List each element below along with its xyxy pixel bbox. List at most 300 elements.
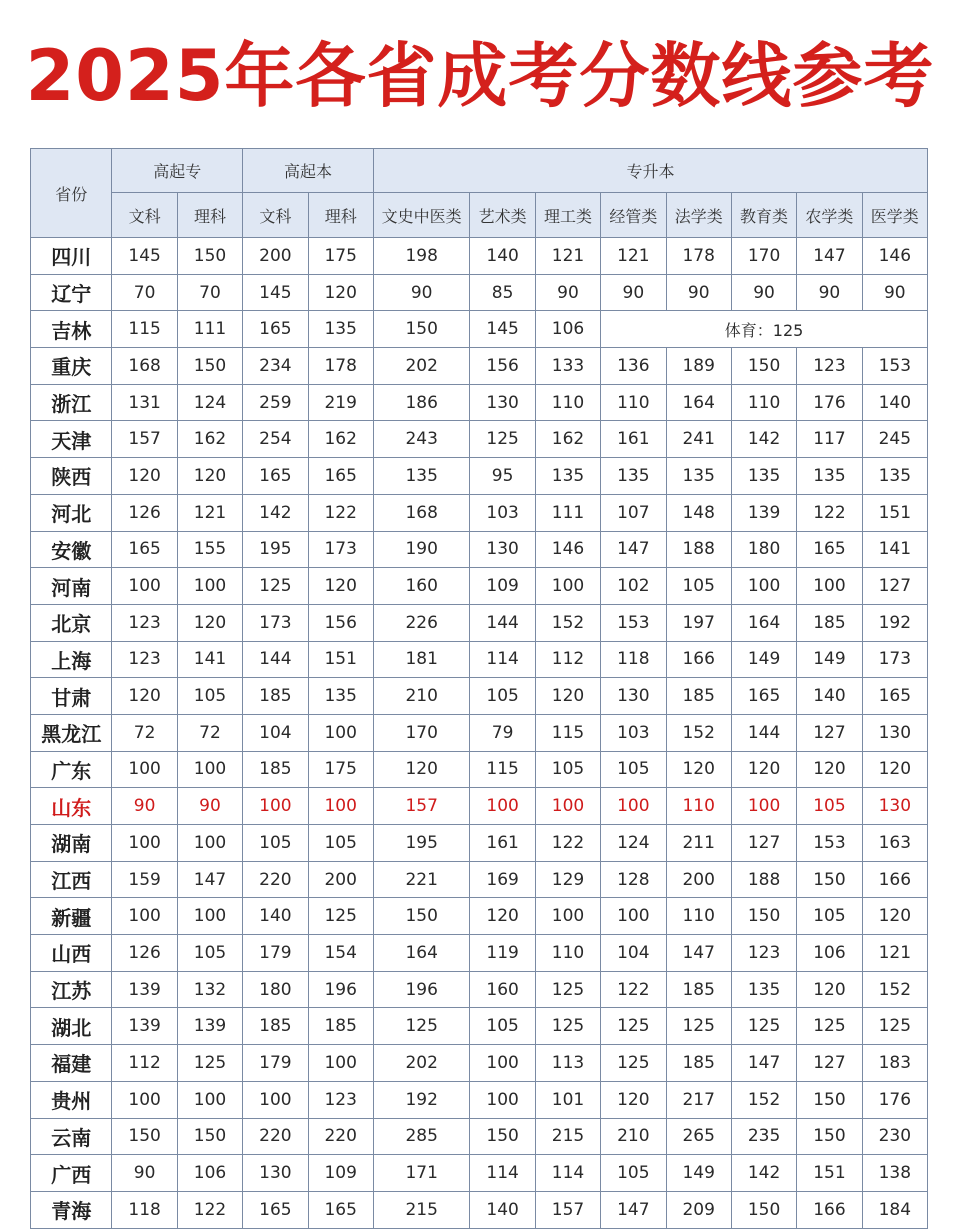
score-cell: 221	[373, 861, 470, 898]
score-cell: 135	[731, 458, 796, 495]
score-cell: 100	[535, 788, 600, 825]
score-cell: 184	[862, 1191, 927, 1228]
score-cell: 100	[731, 788, 796, 825]
score-cell: 188	[731, 861, 796, 898]
score-cell: 188	[666, 531, 731, 568]
score-cell: 157	[535, 1191, 600, 1228]
score-cell: 107	[601, 494, 666, 531]
score-cell: 72	[177, 714, 242, 751]
score-cell: 125	[731, 1008, 796, 1045]
score-cell: 105	[470, 678, 535, 715]
score-cell: 185	[666, 1045, 731, 1082]
score-cell: 126	[112, 494, 177, 531]
score-cell: 189	[666, 348, 731, 385]
score-cell: 100	[470, 1045, 535, 1082]
province-cell: 北京	[31, 604, 112, 641]
score-cell: 125	[666, 1008, 731, 1045]
score-cell: 161	[470, 825, 535, 862]
score-cell: 164	[666, 384, 731, 421]
table-row	[31, 751, 928, 788]
score-cell: 118	[112, 1191, 177, 1228]
score-cell: 161	[601, 421, 666, 458]
score-cell: 140	[862, 384, 927, 421]
province-cell: 河北	[31, 494, 112, 531]
score-cell: 132	[177, 971, 242, 1008]
header-row-subjects	[31, 193, 928, 238]
score-cell: 120	[177, 458, 242, 495]
score-cell: 100	[177, 751, 242, 788]
score-cell: 90	[666, 274, 731, 311]
score-cell: 100	[308, 714, 373, 751]
score-cell: 150	[177, 238, 242, 275]
score-cell: 154	[308, 935, 373, 972]
header-subject: 文史中医类	[373, 193, 470, 238]
score-cell: 151	[308, 641, 373, 678]
score-cell: 100	[112, 568, 177, 605]
note-cell: 体育：125	[601, 311, 928, 348]
score-cell: 125	[373, 1008, 470, 1045]
score-cell: 202	[373, 1045, 470, 1082]
score-cell: 130	[470, 384, 535, 421]
header-row-groups	[31, 149, 928, 193]
score-cell: 200	[308, 861, 373, 898]
score-cell: 168	[112, 348, 177, 385]
score-cell: 185	[797, 604, 862, 641]
score-cell: 110	[666, 788, 731, 825]
province-cell: 江西	[31, 861, 112, 898]
score-cell: 192	[373, 1081, 470, 1118]
score-cell: 110	[666, 898, 731, 935]
score-cell: 135	[535, 458, 600, 495]
header-province: 省份	[31, 149, 112, 238]
score-cell: 100	[470, 788, 535, 825]
score-cell: 127	[797, 714, 862, 751]
score-cell: 120	[308, 568, 373, 605]
score-cell: 106	[177, 1155, 242, 1192]
score-cell: 103	[470, 494, 535, 531]
score-cell: 120	[731, 751, 796, 788]
score-cell: 117	[797, 421, 862, 458]
score-cell: 159	[112, 861, 177, 898]
score-cell: 105	[666, 568, 731, 605]
score-cell: 103	[601, 714, 666, 751]
score-cell: 135	[308, 678, 373, 715]
score-cell: 245	[862, 421, 927, 458]
header-subject: 文科	[243, 193, 308, 238]
page-title: 2025年各省成考分数线参考	[25, 35, 935, 117]
score-cell: 185	[243, 751, 308, 788]
score-cell: 125	[308, 898, 373, 935]
header-subject: 教育类	[731, 193, 796, 238]
table-row	[31, 384, 928, 421]
header-subject: 艺术类	[470, 193, 535, 238]
score-cell: 160	[470, 971, 535, 1008]
score-cell: 127	[862, 568, 927, 605]
score-cell: 72	[112, 714, 177, 751]
score-cell: 101	[535, 1081, 600, 1118]
score-cell: 165	[243, 1191, 308, 1228]
score-cell: 220	[243, 1118, 308, 1155]
score-cell: 152	[731, 1081, 796, 1118]
score-cell: 95	[470, 458, 535, 495]
score-cell: 173	[308, 531, 373, 568]
table-row	[31, 1081, 928, 1118]
score-cell: 111	[177, 311, 242, 348]
score-cell: 196	[308, 971, 373, 1008]
score-cell: 114	[470, 641, 535, 678]
score-cell: 85	[470, 274, 535, 311]
province-cell: 上海	[31, 641, 112, 678]
score-cell: 133	[535, 348, 600, 385]
score-cell: 157	[112, 421, 177, 458]
score-cell: 120	[177, 604, 242, 641]
score-cell: 100	[243, 788, 308, 825]
score-cell: 130	[470, 531, 535, 568]
score-cell: 254	[243, 421, 308, 458]
score-cell: 139	[112, 1008, 177, 1045]
province-cell: 青海	[31, 1191, 112, 1228]
score-cell: 124	[177, 384, 242, 421]
score-cell: 105	[243, 825, 308, 862]
score-cell: 211	[666, 825, 731, 862]
score-cell: 178	[308, 348, 373, 385]
province-cell: 吉林	[31, 311, 112, 348]
score-cell: 162	[308, 421, 373, 458]
score-cell: 140	[470, 238, 535, 275]
score-cell: 90	[177, 788, 242, 825]
score-cell: 121	[177, 494, 242, 531]
score-cell: 147	[666, 935, 731, 972]
province-cell: 广东	[31, 751, 112, 788]
score-cell: 175	[308, 751, 373, 788]
score-cell: 115	[112, 311, 177, 348]
table-row	[31, 348, 928, 385]
score-cell: 106	[535, 311, 600, 348]
score-cell: 259	[243, 384, 308, 421]
score-cell: 135	[731, 971, 796, 1008]
score-cell: 173	[862, 641, 927, 678]
province-cell: 湖北	[31, 1008, 112, 1045]
score-cell: 142	[243, 494, 308, 531]
score-cell: 180	[243, 971, 308, 1008]
score-cell: 122	[177, 1191, 242, 1228]
score-cell: 120	[797, 971, 862, 1008]
score-cell: 100	[308, 1045, 373, 1082]
score-cell: 120	[862, 751, 927, 788]
score-cell: 122	[308, 494, 373, 531]
score-cell: 165	[308, 1191, 373, 1228]
header-subject: 理科	[177, 193, 242, 238]
score-cell: 149	[731, 641, 796, 678]
score-cell: 105	[308, 825, 373, 862]
score-cell: 118	[601, 641, 666, 678]
score-cell: 150	[731, 898, 796, 935]
score-cell: 100	[112, 1081, 177, 1118]
score-cell: 160	[373, 568, 470, 605]
score-cell: 219	[308, 384, 373, 421]
score-cell: 210	[373, 678, 470, 715]
score-cell: 90	[731, 274, 796, 311]
score-cell: 125	[243, 568, 308, 605]
score-cell: 90	[112, 788, 177, 825]
score-cell: 120	[666, 751, 731, 788]
header-group-gaoqizhuan: 高起专	[112, 149, 243, 193]
score-cell: 150	[797, 861, 862, 898]
score-cell: 176	[862, 1081, 927, 1118]
score-cell: 100	[243, 1081, 308, 1118]
score-cell: 179	[243, 935, 308, 972]
score-cell: 145	[470, 311, 535, 348]
score-cell: 105	[535, 751, 600, 788]
score-cell: 105	[470, 1008, 535, 1045]
score-cell: 210	[601, 1118, 666, 1155]
table-row	[31, 714, 928, 751]
province-cell: 陕西	[31, 458, 112, 495]
score-cell: 195	[243, 531, 308, 568]
score-cell: 123	[112, 604, 177, 641]
score-cell: 180	[731, 531, 796, 568]
table-row	[31, 311, 928, 348]
score-cell: 285	[373, 1118, 470, 1155]
province-cell: 辽宁	[31, 274, 112, 311]
score-cell: 70	[112, 274, 177, 311]
score-cell: 122	[797, 494, 862, 531]
score-cell: 100	[535, 568, 600, 605]
score-cell: 100	[535, 898, 600, 935]
score-cell: 135	[862, 458, 927, 495]
score-cell: 120	[373, 751, 470, 788]
score-cell: 162	[177, 421, 242, 458]
score-cell: 265	[666, 1118, 731, 1155]
table-row	[31, 458, 928, 495]
table-row	[31, 568, 928, 605]
province-cell: 天津	[31, 421, 112, 458]
score-cell: 151	[862, 494, 927, 531]
score-cell: 100	[470, 1081, 535, 1118]
score-cell: 150	[731, 348, 796, 385]
table-row	[31, 641, 928, 678]
score-cell: 163	[862, 825, 927, 862]
score-cell: 185	[666, 678, 731, 715]
score-cell: 110	[601, 384, 666, 421]
score-cell: 171	[373, 1155, 470, 1192]
score-cell: 100	[112, 898, 177, 935]
score-cell: 155	[177, 531, 242, 568]
score-cell: 195	[373, 825, 470, 862]
score-cell: 130	[862, 714, 927, 751]
score-cell: 185	[308, 1008, 373, 1045]
header-subject: 医学类	[862, 193, 927, 238]
province-cell: 甘肃	[31, 678, 112, 715]
score-cell: 125	[601, 1045, 666, 1082]
score-cell: 120	[535, 678, 600, 715]
score-cell: 120	[112, 678, 177, 715]
score-cell: 149	[797, 641, 862, 678]
header-subject: 理科	[308, 193, 373, 238]
score-cell: 90	[797, 274, 862, 311]
score-cell: 105	[797, 788, 862, 825]
score-cell: 136	[601, 348, 666, 385]
province-cell: 浙江	[31, 384, 112, 421]
score-cell: 165	[731, 678, 796, 715]
score-cell: 139	[731, 494, 796, 531]
score-cell: 110	[535, 384, 600, 421]
score-cell: 170	[731, 238, 796, 275]
score-cell: 105	[177, 678, 242, 715]
score-cell: 168	[373, 494, 470, 531]
score-cell: 197	[666, 604, 731, 641]
score-cell: 200	[666, 861, 731, 898]
score-cell: 220	[308, 1118, 373, 1155]
score-cell: 100	[177, 825, 242, 862]
score-cell: 215	[535, 1118, 600, 1155]
province-cell: 新疆	[31, 898, 112, 935]
province-cell: 湖南	[31, 825, 112, 862]
score-cell: 217	[666, 1081, 731, 1118]
score-cell: 135	[308, 311, 373, 348]
score-cell: 100	[177, 568, 242, 605]
table-row	[31, 604, 928, 641]
score-cell: 121	[862, 935, 927, 972]
score-cell: 125	[535, 971, 600, 1008]
score-cell: 111	[535, 494, 600, 531]
province-cell: 四川	[31, 238, 112, 275]
score-cell: 130	[243, 1155, 308, 1192]
score-cell: 124	[601, 825, 666, 862]
score-cell: 90	[601, 274, 666, 311]
score-cell: 147	[731, 1045, 796, 1082]
score-cell: 140	[243, 898, 308, 935]
table-row	[31, 971, 928, 1008]
score-cell: 166	[862, 861, 927, 898]
score-cell: 105	[797, 898, 862, 935]
score-cell: 164	[731, 604, 796, 641]
table-row	[31, 531, 928, 568]
score-cell: 131	[112, 384, 177, 421]
score-cell: 150	[373, 898, 470, 935]
score-cell: 125	[862, 1008, 927, 1045]
score-cell: 147	[797, 238, 862, 275]
score-cell: 185	[243, 678, 308, 715]
score-cell: 149	[666, 1155, 731, 1192]
score-cell: 114	[470, 1155, 535, 1192]
score-cell: 166	[797, 1191, 862, 1228]
score-cell: 183	[862, 1045, 927, 1082]
score-cell: 79	[470, 714, 535, 751]
score-cell: 120	[308, 274, 373, 311]
score-cell: 100	[601, 788, 666, 825]
score-cell: 104	[601, 935, 666, 972]
score-cell: 121	[535, 238, 600, 275]
score-cell: 130	[862, 788, 927, 825]
score-cell: 165	[308, 458, 373, 495]
score-cell: 90	[535, 274, 600, 311]
score-cell: 100	[797, 568, 862, 605]
score-cell: 105	[177, 935, 242, 972]
province-cell: 贵州	[31, 1081, 112, 1118]
score-cell: 144	[731, 714, 796, 751]
score-cell: 100	[112, 825, 177, 862]
score-cell: 179	[243, 1045, 308, 1082]
score-cell: 90	[112, 1155, 177, 1192]
score-cell: 112	[535, 641, 600, 678]
province-cell: 山东	[31, 788, 112, 825]
score-cell: 100	[601, 898, 666, 935]
score-cell: 123	[112, 641, 177, 678]
score-cell: 200	[243, 238, 308, 275]
score-table-body	[31, 238, 928, 1229]
score-cell: 190	[373, 531, 470, 568]
score-cell: 150	[112, 1118, 177, 1155]
score-cell: 126	[112, 935, 177, 972]
score-cell: 215	[373, 1191, 470, 1228]
score-cell: 150	[731, 1191, 796, 1228]
score-cell: 100	[177, 898, 242, 935]
table-row	[31, 494, 928, 531]
header-group-zhuanshengben: 专升本	[373, 149, 927, 193]
score-cell: 140	[797, 678, 862, 715]
score-cell: 140	[470, 1191, 535, 1228]
score-cell: 165	[862, 678, 927, 715]
score-cell: 128	[601, 861, 666, 898]
score-cell: 110	[535, 935, 600, 972]
score-cell: 209	[666, 1191, 731, 1228]
score-cell: 113	[535, 1045, 600, 1082]
score-cell: 152	[862, 971, 927, 1008]
score-cell: 181	[373, 641, 470, 678]
header-subject: 经管类	[601, 193, 666, 238]
province-cell: 江苏	[31, 971, 112, 1008]
score-cell: 120	[601, 1081, 666, 1118]
score-cell: 175	[308, 238, 373, 275]
score-cell: 127	[731, 825, 796, 862]
score-cell: 146	[535, 531, 600, 568]
score-cell: 110	[731, 384, 796, 421]
score-cell: 104	[243, 714, 308, 751]
score-cell: 142	[731, 1155, 796, 1192]
score-cell: 125	[470, 421, 535, 458]
score-table	[30, 148, 928, 1229]
score-cell: 109	[470, 568, 535, 605]
score-cell: 145	[243, 274, 308, 311]
score-cell: 129	[535, 861, 600, 898]
score-cell: 173	[243, 604, 308, 641]
province-cell: 福建	[31, 1045, 112, 1082]
score-cell: 152	[535, 604, 600, 641]
score-cell: 141	[177, 641, 242, 678]
score-cell: 147	[601, 531, 666, 568]
score-cell: 144	[470, 604, 535, 641]
table-row	[31, 1191, 928, 1228]
score-cell: 70	[177, 274, 242, 311]
score-cell: 127	[797, 1045, 862, 1082]
score-cell: 135	[666, 458, 731, 495]
score-cell: 138	[862, 1155, 927, 1192]
score-cell: 186	[373, 384, 470, 421]
score-cell: 125	[601, 1008, 666, 1045]
score-cell: 100	[731, 568, 796, 605]
score-cell: 100	[112, 751, 177, 788]
score-cell: 120	[470, 898, 535, 935]
score-cell: 166	[666, 641, 731, 678]
table-row	[31, 825, 928, 862]
score-cell: 123	[797, 348, 862, 385]
score-cell: 150	[177, 1118, 242, 1155]
province-cell: 重庆	[31, 348, 112, 385]
score-cell: 234	[243, 348, 308, 385]
score-cell: 150	[177, 348, 242, 385]
score-cell: 105	[601, 1155, 666, 1192]
